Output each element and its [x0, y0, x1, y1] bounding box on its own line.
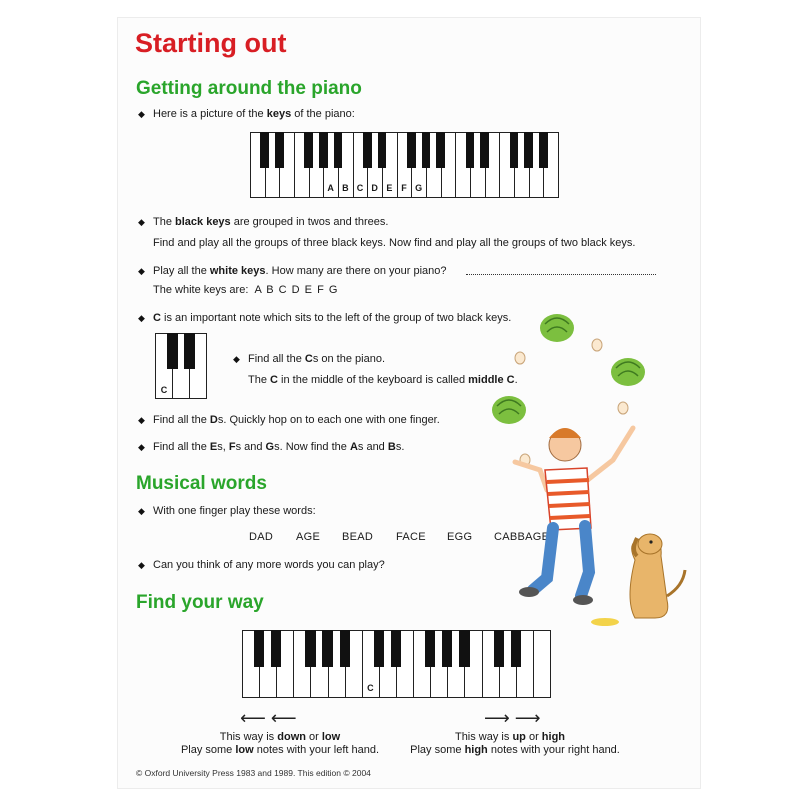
heading-musical-words: Musical words — [136, 473, 267, 494]
key-label-c: C — [160, 385, 168, 395]
black-key — [363, 132, 372, 168]
heading-find-your-way: Find your way — [136, 592, 264, 613]
key-label: A — [327, 183, 334, 193]
black-key — [459, 630, 469, 667]
word-item: FACE — [396, 531, 426, 543]
black-key — [436, 132, 445, 168]
black-key — [305, 630, 315, 667]
word-item: EGG — [447, 531, 473, 543]
boy-figure — [515, 428, 633, 605]
black-key — [275, 132, 284, 168]
heading-getting-around: Getting around the piano — [136, 78, 362, 99]
text-low-notes: Play some low notes with your left hand. — [180, 744, 380, 756]
bullet-icon: ◆ — [138, 109, 145, 119]
black-key — [334, 132, 343, 168]
word-item: CABBAGE — [494, 531, 550, 543]
black-key — [260, 132, 269, 168]
cabbage-icon — [540, 314, 574, 342]
text-white-keys: Play all the white keys. How many are there on your piano? — [153, 265, 447, 277]
word-item: BEAD — [342, 531, 374, 543]
black-key — [254, 630, 264, 667]
arrow-left-icon: ⟵ ⟵ — [240, 708, 297, 728]
key-label: B — [342, 183, 349, 193]
black-key — [184, 333, 195, 369]
black-key — [378, 132, 387, 168]
text-find-groups: Find and play all the groups of three black keys. Now find and play all the groups of two black keys. — [153, 237, 636, 249]
text-c-important: C is an important note which sits to the left of the group of two black keys. — [153, 312, 512, 324]
key-label: F — [401, 183, 407, 193]
word-item: DAD — [249, 531, 274, 543]
egg-icon — [592, 339, 602, 351]
dog-figure — [630, 534, 685, 618]
black-key — [524, 132, 533, 168]
text-high-notes: Play some high notes with your right hand. — [410, 744, 620, 756]
page-title: Starting out — [135, 28, 287, 58]
black-key — [322, 630, 332, 667]
keyboard-diagram-1 — [250, 132, 558, 198]
arrow-right-icon: ⟶ ⟶ — [484, 708, 541, 728]
word-item: AGE — [296, 531, 321, 543]
cabbage-icon — [611, 358, 645, 386]
white-key — [533, 630, 551, 698]
black-key — [391, 630, 401, 667]
bullet-icon: ◆ — [138, 442, 145, 452]
text-middle-c: The C in the middle of the keyboard is called middle C. — [248, 374, 518, 386]
key-label: E — [386, 183, 393, 193]
black-key — [422, 132, 431, 168]
key-label: G — [415, 183, 423, 193]
black-key — [425, 630, 435, 667]
text-white-keys-are: The white keys are: A B C D E F G — [153, 284, 339, 296]
text-keys-intro: Here is a picture of the keys of the piano: — [153, 108, 355, 120]
text-find-cs: Find all the Cs on the piano. — [248, 353, 385, 365]
text-one-finger: With one finger play these words: — [153, 505, 316, 517]
answer-dotted-line — [466, 266, 656, 275]
black-key — [539, 132, 548, 168]
black-key — [271, 630, 281, 667]
bullet-icon: ◆ — [233, 354, 240, 364]
text-up-high: This way is up or high — [454, 731, 566, 743]
cabbage-icon — [492, 396, 526, 424]
text-find-efg: Find all the Es, Fs and Gs. Now find the As and Bs. — [153, 441, 405, 453]
black-key — [407, 132, 416, 168]
bullet-icon: ◆ — [138, 560, 145, 570]
mini-keyboard-diagram — [155, 333, 207, 399]
black-key — [340, 630, 350, 667]
text-more-words: Can you think of any more words you can play? — [153, 559, 385, 571]
black-key — [466, 132, 475, 168]
bullet-icon: ◆ — [138, 217, 145, 227]
black-key — [319, 132, 328, 168]
broken-egg-icon — [591, 618, 619, 626]
black-key — [304, 132, 313, 168]
text-black-keys: The black keys are grouped in twos and threes. — [153, 216, 389, 228]
text-find-ds: Find all the Ds. Quickly hop on to each one with one finger. — [153, 414, 440, 426]
black-key — [167, 333, 178, 369]
bullet-icon: ◆ — [138, 506, 145, 516]
black-key — [510, 132, 519, 168]
key-label: C — [367, 683, 374, 693]
text-down-low: This way is down or low — [219, 731, 341, 743]
bullet-icon: ◆ — [138, 313, 145, 323]
black-key — [480, 132, 489, 168]
egg-icon — [618, 402, 628, 414]
black-key — [374, 630, 384, 667]
bullet-icon: ◆ — [138, 266, 145, 276]
juggling-boy-illustration — [485, 300, 690, 640]
keyboard-diagram-2 — [242, 630, 550, 698]
bullet-icon: ◆ — [138, 415, 145, 425]
key-label: D — [371, 183, 378, 193]
black-key — [442, 630, 452, 667]
key-label: C — [356, 183, 364, 193]
copyright-notice: © Oxford University Press 1983 and 1989. This edition © 2004 — [136, 768, 371, 778]
egg-icon — [515, 352, 525, 364]
